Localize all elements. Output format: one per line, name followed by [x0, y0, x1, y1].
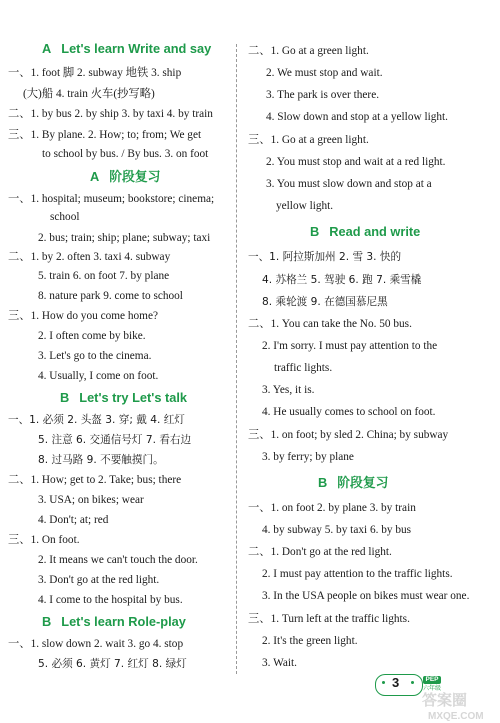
answer-line: 4. Usually, I come on foot.	[38, 370, 159, 382]
answer-line: 3. In the USA people on bikes must wear one.	[262, 590, 470, 602]
answer-line: 二、1. You can take the No. 50 bus.	[248, 318, 412, 330]
answer-line: 8. 乘轮渡 9. 在德国慕尼黑	[262, 296, 388, 308]
answer-line: 三、1. How do you come home?	[8, 310, 158, 322]
answer-line: 2. We must stop and wait.	[266, 67, 383, 79]
answer-line: 3. You must slow down and stop at a	[266, 178, 432, 190]
answer-line: 5. train 6. on foot 7. by plane	[38, 270, 170, 282]
answer-line: 4. Don't; at; red	[38, 514, 109, 526]
answer-line: 三、1. On foot.	[8, 534, 80, 546]
section-heading: B Read and write	[310, 224, 421, 239]
answer-line: 8. nature park 9. come to school	[38, 290, 183, 302]
right-column	[248, 0, 500, 723]
page-number: 3	[392, 675, 400, 690]
answer-line: 三、1. Turn left at the traffic lights.	[248, 613, 410, 625]
answer-line: 一、1. hospital; museum; bookstore; cinema;	[8, 193, 215, 205]
answer-line: 2. I often come by bike.	[38, 330, 146, 342]
watermark-url: MXQE.COM	[428, 711, 484, 722]
answer-line: 3. Yes, it is.	[262, 384, 315, 396]
section-heading: B Let's try Let's talk	[60, 390, 188, 405]
column-divider	[236, 44, 237, 674]
section-heading: A Let's learn Write and say	[42, 41, 212, 56]
answer-line: 三、1. Go at a green light.	[248, 134, 369, 146]
answer-line: 2. bus; train; ship; plane; subway; taxi	[38, 232, 211, 244]
answer-line: 5. 必须 6. 黄灯 7. 红灯 8. 绿灯	[38, 658, 187, 670]
answer-line: 2. It means we can't touch the door.	[38, 554, 198, 566]
answer-line: school	[50, 211, 80, 223]
answer-line: 2. I'm sorry. I must pay attention to the	[262, 340, 438, 352]
answer-line: 3. USA; on bikes; wear	[38, 494, 144, 506]
answer-line: 3. Don't go at the red light.	[38, 574, 160, 586]
answer-line: 一、1. slow down 2. wait 3. go 4. stop	[8, 638, 184, 650]
answer-line: 一、1. on foot 2. by plane 3. by train	[248, 502, 416, 514]
answer-line: to school by bus. / By bus. 3. on foot	[42, 148, 209, 160]
answer-line: 5. 注意 6. 交通信号灯 7. 看右边	[38, 434, 192, 446]
pep-badge: PEP	[423, 676, 441, 684]
answer-line: 二、1. Go at a green light.	[248, 45, 369, 57]
watermark-text: 答案圈	[422, 691, 468, 709]
answer-line: 2. I must pay attention to the traffic lights.	[262, 568, 453, 580]
answer-line: 2. It's the green light.	[262, 635, 358, 647]
answer-line: 二、1. How; get to 2. Take; bus; there	[8, 474, 182, 486]
answer-line: 4. I come to the hospital by bus.	[38, 594, 183, 606]
answer-line: 3. Wait.	[262, 657, 297, 669]
answer-line: 二、1. by 2. often 3. taxi 4. subway	[8, 251, 171, 263]
dot-icon	[411, 681, 414, 684]
answer-line: 三、1. By plane. 2. How; to; from; We get	[8, 129, 202, 141]
left-column	[0, 0, 240, 723]
answer-line: traffic lights.	[274, 362, 333, 374]
answer-line: 4. He usually comes to school on foot.	[262, 406, 436, 418]
answer-line: 4. Slow down and stop at a yellow light.	[266, 111, 448, 123]
section-heading: B Let's learn Role-play	[42, 614, 186, 629]
answer-line: 3. The park is over there.	[266, 89, 380, 101]
section-heading: B 阶段复习	[318, 475, 389, 490]
dot-icon	[382, 681, 385, 684]
answer-line: 2. You must stop and wait at a red light.	[266, 156, 446, 168]
answer-line: 8. 过马路 9. 不要触摸门。	[38, 454, 164, 466]
pep-grade-label: 六年级	[423, 685, 442, 692]
answer-line: (大)船 4. train 火车(抄写略)	[23, 88, 155, 100]
answer-line: yellow light.	[276, 200, 334, 212]
answer-line: 一、1. foot 脚 2. subway 地铁 3. ship	[8, 67, 182, 79]
answer-line: 二、1. Don't go at the red light.	[248, 546, 392, 558]
answer-line: 一、1. 阿拉斯加州 2. 雪 3. 快的	[248, 251, 402, 263]
answer-line: 4. by subway 5. by taxi 6. by bus	[262, 524, 412, 536]
answer-line: 二、1. by bus 2. by ship 3. by taxi 4. by train	[8, 108, 213, 120]
section-heading: A 阶段复习	[90, 169, 161, 184]
answer-line: 3. by ferry; by plane	[262, 451, 354, 463]
answer-line: 三、1. on foot; by sled 2. China; by subway	[248, 429, 449, 441]
answer-line: 3. Let's go to the cinema.	[38, 350, 152, 362]
answer-line: 一、1. 必须 2. 头盔 3. 穿; 戴 4. 红灯	[8, 414, 185, 426]
answer-line: 4. 苏格兰 5. 驾驶 6. 跑 7. 乘雪橇	[262, 274, 422, 286]
watermark-logo	[418, 688, 500, 723]
